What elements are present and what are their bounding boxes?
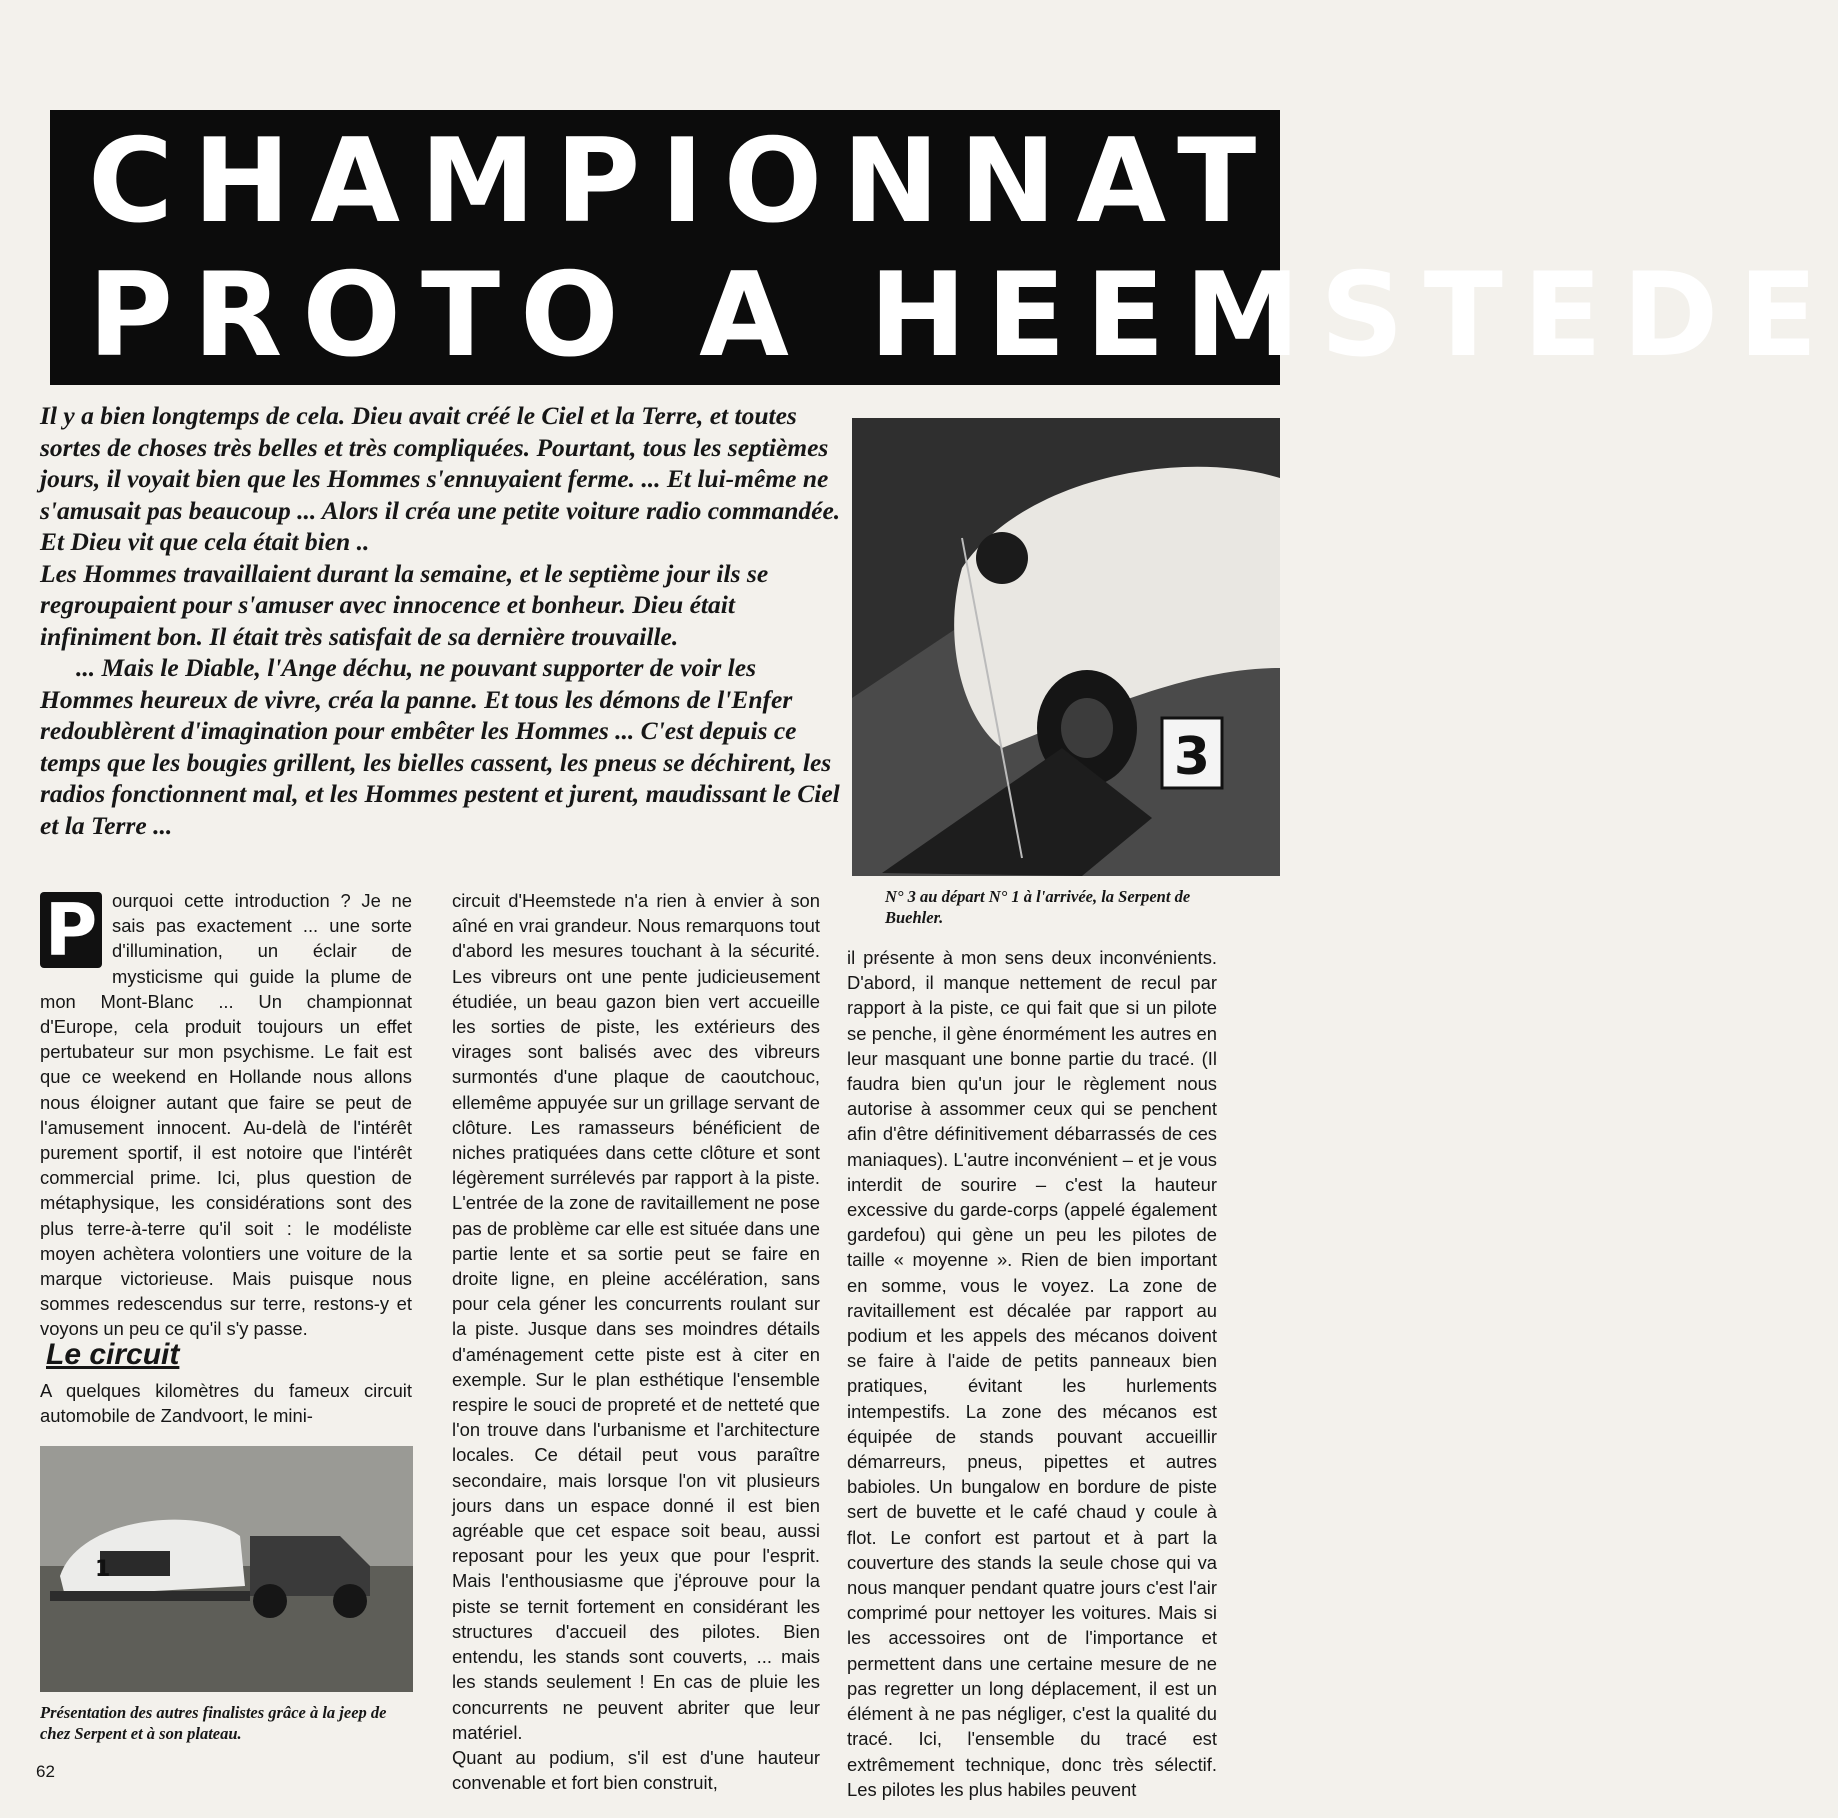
column-2 [452, 888, 820, 1795]
headline-banner [50, 110, 1838, 385]
car-number-1: 1 [95, 1557, 111, 1582]
bottom-photo-caption: Présentation des autres finalistes grâce à la jeep de chez Serpent et à son plateau. [40, 1703, 387, 1743]
headline-line-1: CHAMPIONNAT [88, 114, 1277, 249]
column-1 [40, 888, 412, 1342]
dropcap: P [40, 892, 102, 968]
column-3-text: il présente à mon sens deux inconvénients. D'abord, il manque nettement de recul par rapport à la piste, ce qui fait que si un pilote se penche, il gène énormément les autres en leur masquant une bonne partie du tracé. (Il faudra bien qu'un jour le règlement nous autorise à assommer ceux qui se penchent afin d'être définitivement débarrassés de ces maniaques). L'autre inconvénient – et je vous interdit de sourire – c'est la hauteur excessive du garde-corps (appelé également gardefou) qui gène un peu les pilotes de taille « moyenne ». Rien de bien important en somme, vous le voyez. La zone de ravitaillement est décalée par rapport au podium et les appels des mécanos doivent se faire à l'aide de petits panneaux bien pratiques, évitant les hurlements intempestifs. La zone des mécanos est équipée de stands pouvant accueillir démarreurs, pneus, pipettes et autres babioles. Un bungalow en bordure de piste sert de buvette et le café chaud y coule à flot. Le confort est partout et à part la couverture des stands la seule chose qui va nous manquer pendant quatre jours c'est l'air comprimé pour nettoyer les voitures. Mais si les accessoires ont de l'importance et permettent dans une certaine mesure de ne pas regretter un long déplacement, il est un élément à ne pas négliger, c'est la qualité du tracé. Ici, l'ensemble du tracé est extrêmement technique, donc très sélectif. Les pilotes les plus habiles peuvent [847, 947, 1217, 1800]
intro-paragraph-2: Les Hommes travaillaient durant la semaine, et le septième jour ils se regroupaient pour s'amuser avec innocence et bonheur. Dieu était infiniment bon. Il était très satisfait de sa dernière trouvaille. [40, 558, 769, 651]
jeep-and-trailer-photo [40, 1446, 413, 1692]
column-1-continued-text: A quelques kilomètres du fameux circuit automobile de Zandvoort, le mini- [40, 1380, 412, 1427]
top-photo-caption: N° 3 au départ N° 1 à l'arrivée, la Serpent de Buehler. [885, 887, 1191, 927]
intro-paragraph-3: ... Mais le Diable, l'Ange déchu, ne pouvant supporter de voir les Hommes heureux de vivre, créa la panne. Et tous les démons de l'Enfer redoublèrent d'imagination pour embêter les Hommes ... C'est depuis ce temps que les bougies grillent, les bielles cassent, les pneus se déchirent, les radios fonctionnent mal, et les Hommes pestent et jurent, maudissant le Ciel et la Terre ... [40, 653, 840, 840]
page-number: 62 [36, 1762, 55, 1781]
car-number-3-photo [852, 418, 1280, 876]
column-2-last-paragraph: Quant au podium, s'il est d'une hauteur convenable et fort bien construit, [452, 1746, 820, 1794]
column-1-text: ourquoi cette introduction ? Je ne sais pas exactement ... une sorte d'illumination, un éclair de mysticisme qui guide la plume de mon Mont-Blanc ... Un championnat d'Europe, cela produit toujours un effet pertubateur sur mon psychisme. Le fait est que ce weekend en Hollande nous allons nous éloigner autant que faire se peut de l'amusement innocent. Au-delà de l'intérêt purement sportif, il est notoire que l'intérêt commercial prime. Ici, plus question de métaphysique, les considérations sont des plus terre-à-terre qu'il soit : le modéliste moyen achètera volontiers une voiture de la marque victorieuse. Mais puisque nous sommes redescendus sur terre, restons-y et voyons un peu ce qu'il s'y passe. [40, 890, 412, 1340]
intro-text [40, 400, 850, 841]
headline-line-2: PROTO A HEEMSTEDE [88, 248, 1838, 383]
intro-paragraph-1: Il y a bien longtemps de cela. Dieu avait créé le Ciel et la Terre, et toutes sortes de choses très belles et très compliquées. Pourtant, tous les septièmes jours, il voyait bien que les Hommes s'ennuyaient ferme. ... Et lui-même ne s'amusait pas beaucoup ... Alors il créa une petite voiture radio commandée. Et Dieu vit que cela était bien .. [40, 401, 841, 556]
column-1-continued [40, 1378, 412, 1428]
section-heading: Le circuit [46, 1338, 180, 1371]
column-2-text: circuit d'Heemstede n'a rien à envier à son aîné en vrai grandeur. Nous remarquons tout d'abord les mesures touchant à la sécurité. Les vibreurs ont une pente judicieusement étudiée, un beau gazon bien vert accueille les sorties de piste, les extérieurs des virages sont balisés avec des vibreurs surmontés d'une plaque de caoutchouc, ellemême appuyée sur un grillage servant de clôture. Les ramasseurs bénéficient de niches pratiquées dans cette clôture et sont légèrement surrélevés par rapport à la piste. L'entrée de la zone de ravitaillement ne pose pas de problème car elle est située dans une partie lente et sa sortie peut se faire en droite ligne, en pleine accélération, sans pour cela géner les concurrents roulant sur la piste. Jusque dans ses moindres détails d'aménagement cette piste est à citer en exemple. Sur le plan esthétique l'ensemble respire le souci de propreté et de netteté que l'on trouve dans l'urbanisme et l'architecture locales. Ce détail peut vous paraître secondaire, mais lorsque l'on vit plusieurs jours dans un espace donné il est bien agréable que cet espace soit beau, aussi reposant pour les yeux que pour l'esprit. Mais l'enthousiasme que j'éprouve pour la piste se ternit fortement en considérant les structures d'accueil des pilotes. Bien entendu, les stands sont couverts, ... mais les stands seulement ! En cas de pluie les concurrents ne peuvent abriter que leur matériel. [452, 890, 820, 1743]
column-3 [847, 945, 1217, 1802]
car-number-3: 3 [1173, 727, 1211, 787]
